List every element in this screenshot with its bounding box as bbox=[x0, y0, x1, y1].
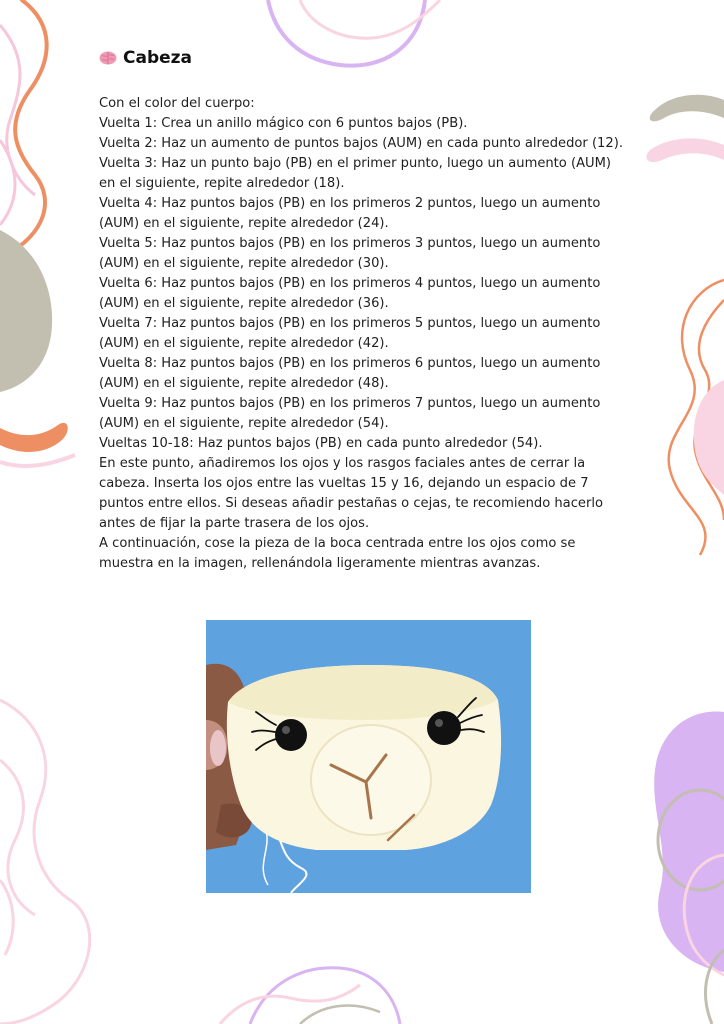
instruction-line: Vuelta 4: Haz puntos bajos (PB) en los primeros 2 puntos, luego un aumento (AUM) en el siguiente, repite alrededor (24). bbox=[99, 196, 601, 231]
pink-blob-right bbox=[694, 380, 724, 495]
instruction-paragraph: En este punto, añadiremos los ojos y los rasgos faciales antes de cerrar la cabeza. Inserta los ojos entre las vueltas 15 y 16, dejando un espacio de 7 puntos entre ellos. Si deseas añadir pestañas o cejas, te recomiendo hacerlo antes de fijar la parte trasera de los ojos. bbox=[99, 456, 603, 531]
section-heading bbox=[99, 48, 629, 68]
instructions bbox=[99, 94, 629, 574]
pink-line-top-left-2 bbox=[0, 140, 15, 225]
pink-line-bottom bbox=[220, 985, 360, 1024]
instruction-line: Vuelta 2: Haz un aumento de puntos bajos (AUM) en cada punto alrededor (12). bbox=[99, 136, 623, 151]
instruction-line: Vuelta 1: Crea un anillo mágico con 6 puntos bajos (PB). bbox=[99, 116, 468, 131]
instruction-line: Vuelta 6: Haz puntos bajos (PB) en los primeros 4 puntos, luego un aumento (AUM) en el siguiente, repite alrededor (36). bbox=[99, 276, 601, 311]
instruction-paragraph: A continuación, cose la pieza de la boca centrada entre los ojos como se muestra en la imagen, rellenándola ligeramente mientras avanzas. bbox=[99, 536, 576, 571]
pink-swirl-bottom-left bbox=[0, 700, 90, 1024]
crochet-head-illustration bbox=[206, 620, 531, 893]
pink-line-left-mid bbox=[0, 455, 75, 466]
taupe-blob-left bbox=[0, 230, 52, 392]
instruction-line: Vuelta 9: Haz puntos bajos (PB) en los primeros 7 puntos, luego un aumento (AUM) en el siguiente, repite alrededor (54). bbox=[99, 396, 601, 431]
instruction-line: Vuelta 3: Haz un punto bajo (PB) en el primer punto, luego un aumento (AUM) en el siguiente, repite alrededor (18). bbox=[99, 156, 612, 191]
page-title: Cabeza bbox=[123, 48, 193, 68]
instruction-line: Con el color del cuerpo: bbox=[99, 96, 255, 111]
instruction-line: Vuelta 8: Haz puntos bajos (PB) en los primeros 6 puntos, luego un aumento (AUM) en el siguiente, repite alrededor (48). bbox=[99, 356, 601, 391]
content bbox=[99, 48, 629, 574]
brain-icon bbox=[99, 51, 117, 65]
pink-swirl-bottom-left-3 bbox=[0, 880, 13, 955]
instruction-line: Vueltas 10-18: Haz puntos bajos (PB) en cada punto alrededor (54). bbox=[99, 436, 543, 451]
pink-bar-right bbox=[646, 138, 724, 162]
taupe-bar-right bbox=[650, 95, 724, 122]
right-eye bbox=[427, 711, 461, 745]
left-eye bbox=[275, 719, 307, 751]
orange-bar-left bbox=[0, 423, 68, 452]
instruction-line: Vuelta 7: Haz puntos bajos (PB) en los primeros 5 puntos, luego un aumento (AUM) en el siguiente, repite alrededor (42). bbox=[99, 316, 601, 351]
taupe-line-bottom bbox=[300, 1006, 380, 1024]
instruction-line: Vuelta 5: Haz puntos bajos (PB) en los primeros 3 puntos, luego un aumento (AUM) en el siguiente, repite alrededor (30). bbox=[99, 236, 601, 271]
pink-swirl-bottom-left-2 bbox=[0, 760, 35, 915]
pink-line-top bbox=[300, 0, 440, 38]
crochet-head-photo bbox=[206, 620, 531, 893]
